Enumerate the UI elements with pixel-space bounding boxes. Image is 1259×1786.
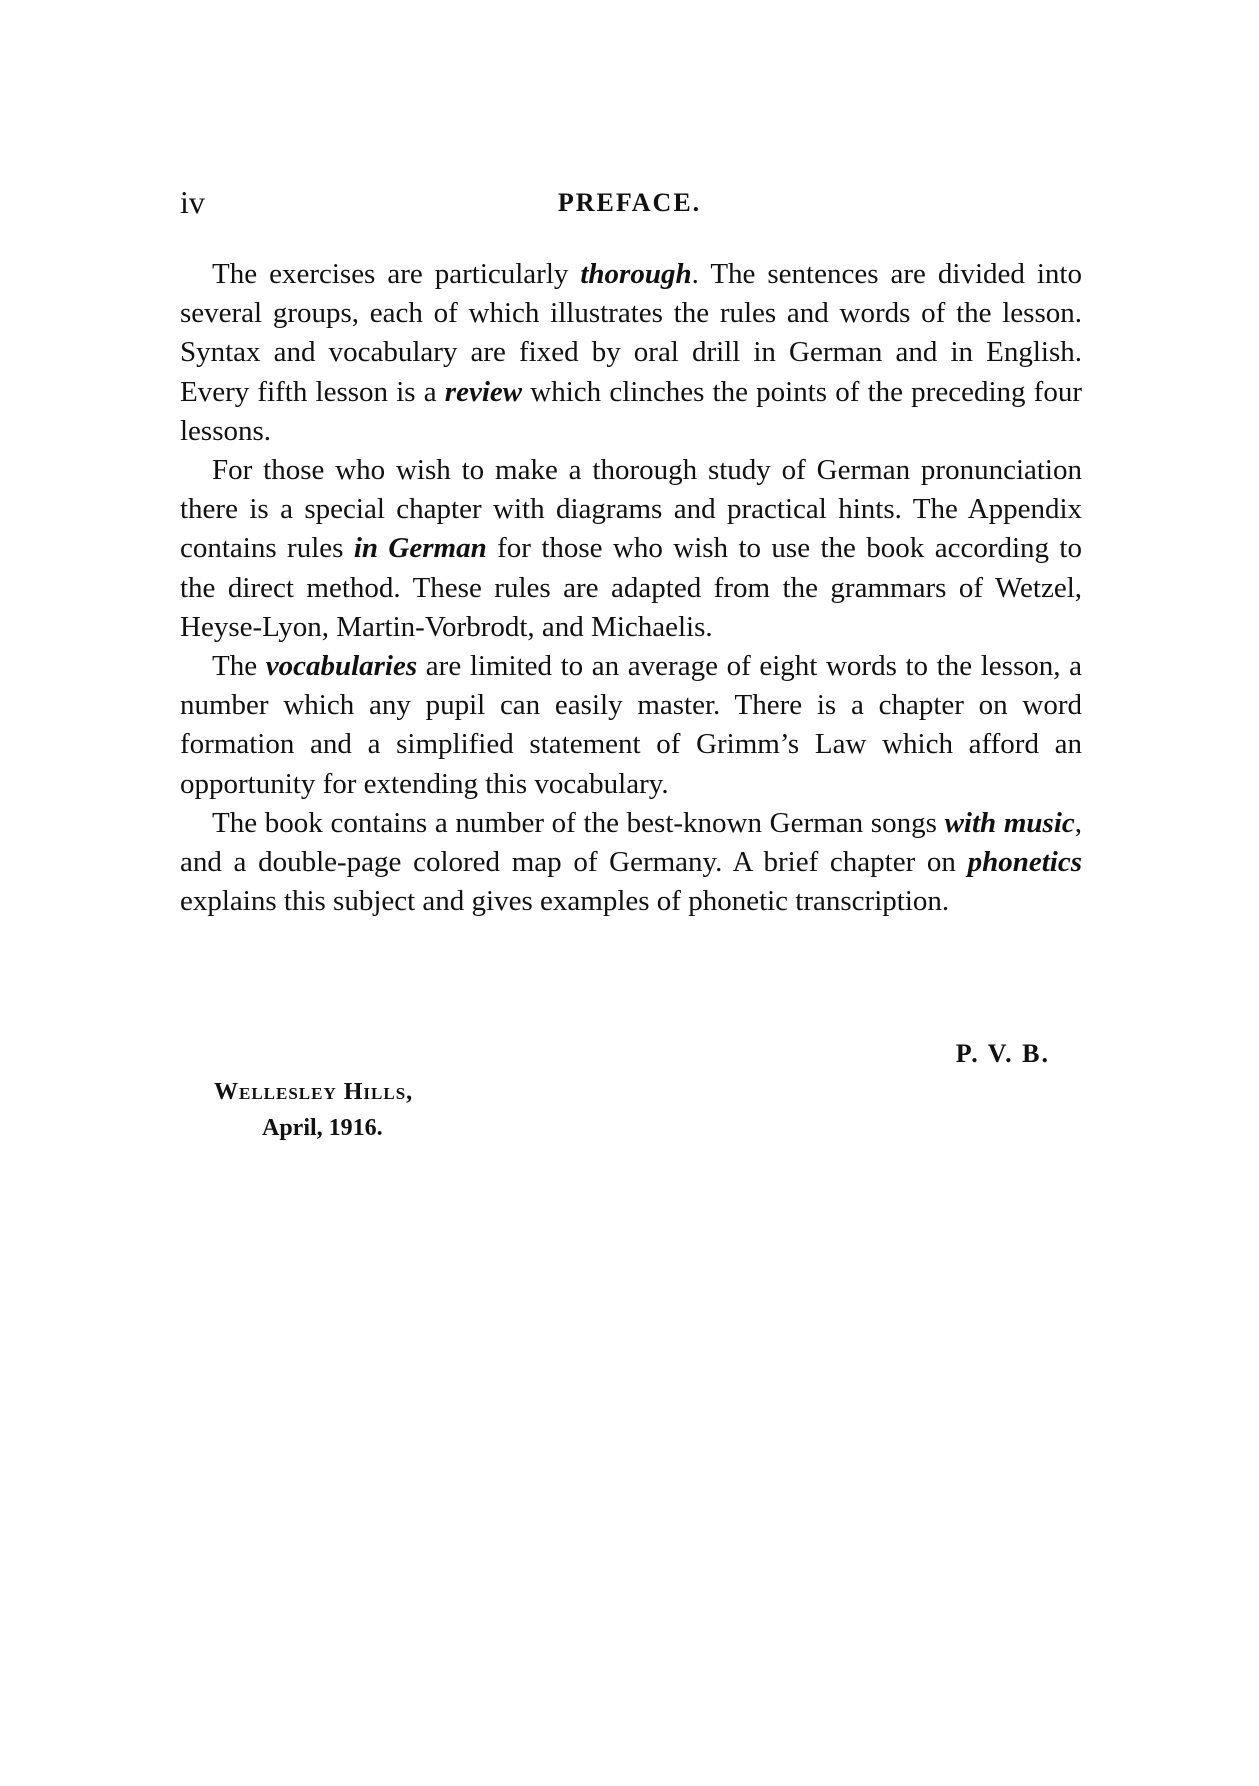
place-line: Wellesley Hills, <box>214 1079 414 1105</box>
italic-phrase: thorough <box>580 258 692 290</box>
italic-phrase: review <box>444 375 523 408</box>
text-run: which clinches the points of the preceding four lessons. <box>180 375 1082 447</box>
text-run: For those who wish to make a thorough study of German pronunciation there is a special chapter with diagrams and practical hints. The Appendix contains rules <box>180 454 1082 565</box>
italic-phrase: vocabularies <box>265 650 418 683</box>
running-head: PREFACE. <box>557 188 702 217</box>
italic-phrase: phonetics <box>967 846 1082 879</box>
paragraph <box>180 255 1082 451</box>
italic-phrase: with music <box>944 806 1075 839</box>
paragraph <box>180 451 1082 647</box>
text-run: The <box>212 650 266 683</box>
paragraph <box>180 647 1082 804</box>
text-run: , and a double-page colored map of Germany. A brief chapter on <box>180 806 1082 879</box>
text-run: The exercises are particularly <box>212 258 581 290</box>
date-line: April, 1916. <box>262 1115 383 1141</box>
paragraph <box>180 804 1082 922</box>
text-run: The book contains a number of the best-known German songs <box>212 806 945 839</box>
preface-body <box>180 255 1082 921</box>
text-run: . The sentences are divided into several groups, each of which illustrates the rules and words of the lesson. Syntax and vocabulary are fixed by oral drill in German and in English. Every fifth lesson is a <box>180 258 1082 408</box>
text-run: explains this subject and gives examples of phonetic transcription. <box>180 885 950 918</box>
page-number: iv <box>180 184 205 220</box>
signature-initials: P. V. B. <box>955 1039 1050 1068</box>
text-run: are limited to an average of eight words to the lesson, a number which any pupil can easily master. There is a chapter on word formation and a simplified statement of Grimm’s Law which afford an opportunity for extending this vocabulary. <box>180 650 1082 800</box>
italic-phrase: in German <box>353 532 487 565</box>
text-run: for those who wish to use the book according to the direct method. These rules are adapted from the grammars of Wetzel, Heyse-Lyon, Martin-Vorbrodt, and Michaelis. <box>180 532 1082 643</box>
